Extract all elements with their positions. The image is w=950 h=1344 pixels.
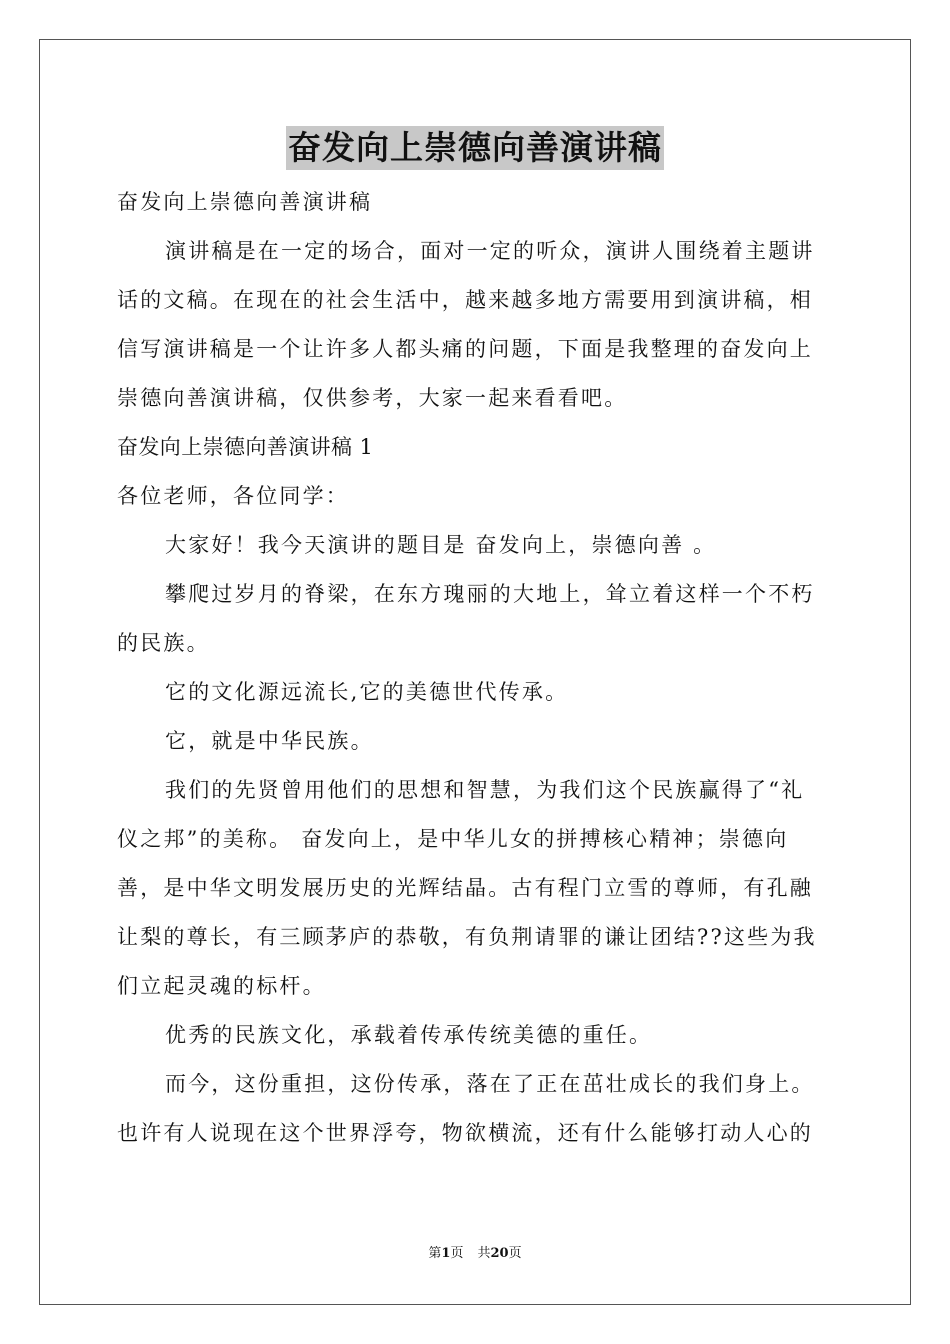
paragraph-line: 的民族。 [117, 631, 210, 655]
page-suffix: 页 [450, 1246, 464, 1261]
total-prefix: 共 [477, 1246, 491, 1261]
paragraph-line: 它，就是中华民族。 [165, 729, 374, 753]
paragraph-line: 而今，这份重担，这份传承，落在了正在茁壮成长的我们身上。 [165, 1072, 815, 1096]
document-body [117, 178, 833, 1158]
paragraph-line: 我们的先贤曾用他们的思想和智慧，为我们这个民族赢得了“礼 [165, 778, 805, 802]
page-footer [0, 1245, 950, 1263]
document-title: 奋发向上崇德向善演讲稿 [286, 126, 664, 170]
page-prefix: 第 [428, 1246, 442, 1261]
paragraph-line: 大家好！我今天演讲的题目是 奋发向上，崇德向善 。 [165, 533, 717, 557]
paragraph-line: 崇德向善演讲稿，仅供参考，大家一起来看看吧。 [117, 386, 628, 410]
paragraph-line: 们立起灵魂的标杆。 [117, 974, 326, 998]
total-pages: 20 [490, 1246, 509, 1261]
paragraph-line: 优秀的民族文化，承载着传承传统美德的重任。 [165, 1023, 653, 1047]
salutation-line: 各位老师，各位同学： [117, 484, 349, 508]
paragraph-line: 话的文稿。在现在的社会生活中，越来越多地方需要用到演讲稿，相 [117, 288, 813, 312]
paragraph-line: 信写演讲稿是一个让许多人都头痛的问题，下面是我整理的奋发向上 [117, 337, 813, 361]
paragraph-line: 它的文化源远流长,它的美德世代传承。 [165, 680, 569, 704]
title-container [0, 126, 950, 170]
total-suffix: 页 [508, 1246, 522, 1261]
paragraph-line: 攀爬过岁月的脊梁，在东方瑰丽的大地上，耸立着这样一个不朽 [165, 582, 815, 606]
section-heading: 奋发向上崇德向善演讲稿 1 [117, 435, 374, 459]
paragraph-line: 善，是中华文明发展历史的光辉结晶。古有程门立雪的尊师，有孔融 [117, 876, 813, 900]
page-number: 1 [441, 1246, 451, 1261]
paragraph-line: 仪之邦”的美称。 奋发向上，是中华儿女的拼搏核心精神；崇德向 [117, 827, 789, 851]
paragraph-line: 演讲稿是在一定的场合，面对一定的听众，演讲人围绕着主题讲 [165, 239, 815, 263]
paragraph-line: 让梨的尊长，有三顾茅庐的恭敬，有负荆请罪的谦让团结??这些为我 [117, 925, 817, 949]
paragraph-line: 也许有人说现在这个世界浮夸，物欲横流，还有什么能够打动人心的 [117, 1121, 813, 1145]
subtitle-line: 奋发向上崇德向善演讲稿 [117, 190, 373, 214]
